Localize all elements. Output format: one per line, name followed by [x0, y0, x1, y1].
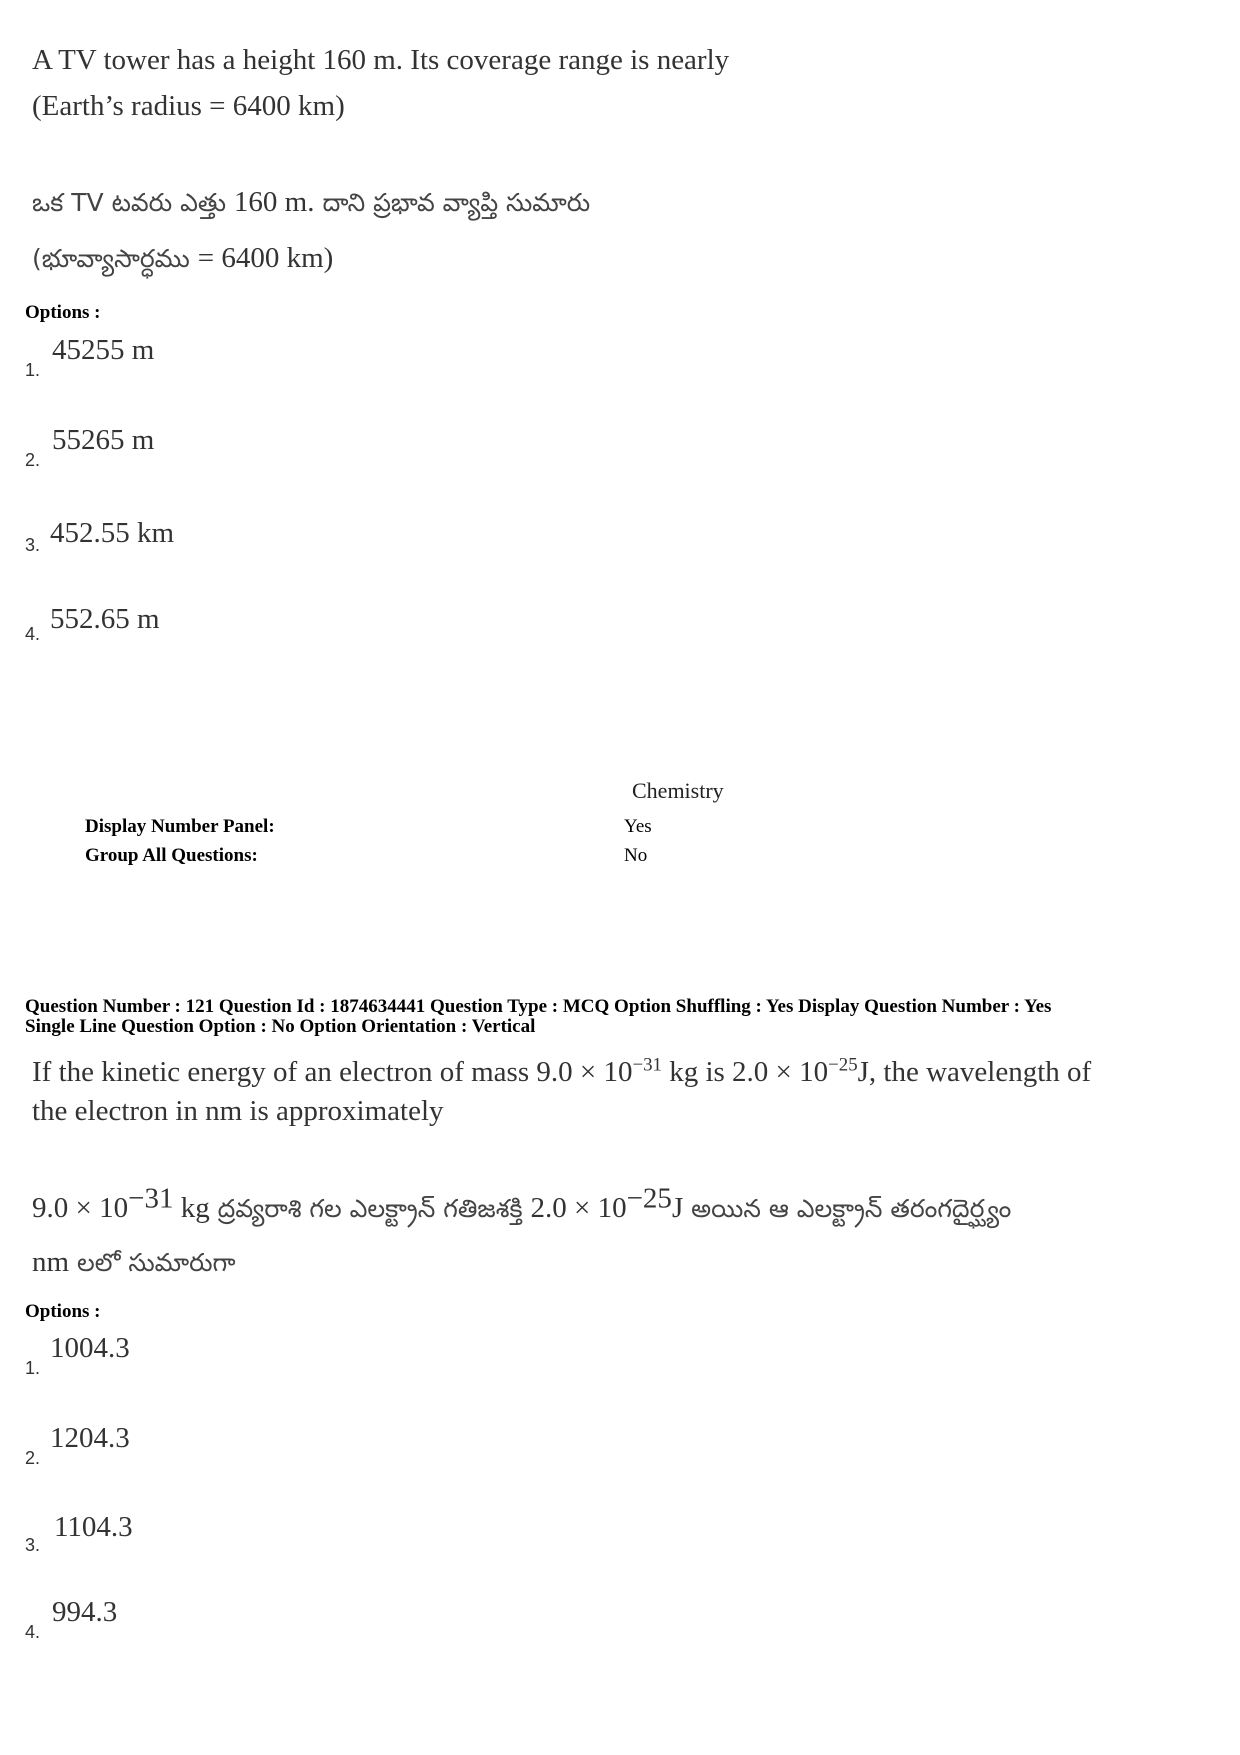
q2-option-4-number: 4. — [25, 1622, 41, 1642]
q1-telugu-line1: ఒక TV టవరు ఎత్తు 160 m. దాని ప్రభావ వ్యాప్తి సుమారు — [32, 186, 591, 218]
q1-telugu-line2: (భూవ్యాసార్ధము = 6400 km) — [32, 242, 334, 274]
q2-meta-line1: Question Number : 121 Question Id : 1874634441 Question Type : MCQ Option Shuffling : Yes Display Question Number : Yes — [25, 996, 1052, 1017]
q2-english-line1: If the kinetic energy of an electron of mass $9.0 \times 10^{-31}$ kg is $2.0 \times 10^{-25}J$, the wavelength of — [32, 1054, 1092, 1088]
q1-option-4-number: 4. — [25, 624, 41, 644]
q2-telugu-line2: nm లలో సుమారుగా — [32, 1246, 236, 1278]
group-all-questions-label: Group All Questions: — [85, 845, 258, 866]
q1-option-3-number: 3. — [25, 535, 41, 555]
q2-meta-line2: Single Line Question Option : No Option Orientation : Vertical — [25, 1016, 536, 1037]
q1-option-1-number: 1. — [25, 360, 41, 380]
q1-option-2-number: 2. — [25, 450, 41, 470]
group-all-questions-value: No — [624, 845, 648, 866]
q1-option-4-value[interactable]: 552.65 m — [50, 603, 160, 635]
q1-english-line1: A TV tower has a height 160 m. Its coverage range is nearly — [32, 44, 730, 76]
q2-option-2-value[interactable]: 1204.3 — [50, 1422, 130, 1454]
q2-option-2-number: 2. — [25, 1448, 41, 1468]
q2-telugu-line1: $9.0 \times 10^{-31}$ kg ద్రవ్యరాశి గల ఎలక్ట్రాన్ గతిజశక్తి $2.0 \times 10^{-25}J$ అయిన ఆ ఎలక్ట్రాన్ తరంగదైర్ఘ్యం — [32, 1182, 1012, 1224]
q1-option-3-value[interactable]: 452.55 km — [50, 517, 175, 549]
q1-option-2-value[interactable]: 55265 m — [52, 424, 155, 456]
q2-option-3-number: 3. — [25, 1535, 41, 1555]
section-title: Chemistry — [632, 778, 724, 803]
q1-english-line2: (Earth’s radius = 6400 km) — [32, 90, 345, 122]
q1-options-label: Options : — [25, 302, 101, 323]
q1-option-1-value[interactable]: 45255 m — [52, 334, 155, 366]
q2-options-label: Options : — [25, 1301, 101, 1322]
q2-english-line2: the electron in nm is approximately — [32, 1095, 444, 1127]
q2-option-1-value[interactable]: 1004.3 — [50, 1332, 130, 1364]
display-number-panel-label: Display Number Panel: — [85, 816, 275, 837]
q2-option-4-value[interactable]: 994.3 — [52, 1596, 118, 1628]
q2-option-3-value[interactable]: 1104.3 — [54, 1511, 133, 1543]
display-number-panel-value: Yes — [624, 816, 652, 837]
q2-option-1-number: 1. — [25, 1358, 41, 1378]
